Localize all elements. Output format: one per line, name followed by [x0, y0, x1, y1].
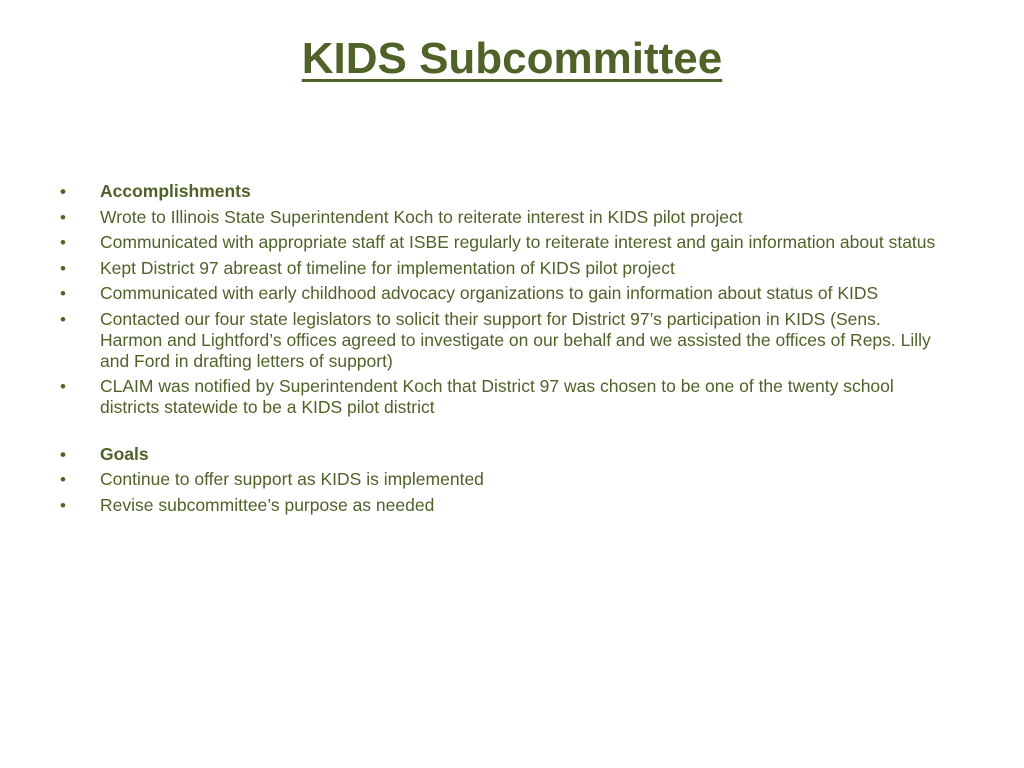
accomplishment-item: • Kept District 97 abreast of timeline for implementation of KIDS pilot project — [60, 258, 940, 279]
accomplishments-heading: • Accomplishments — [60, 181, 940, 202]
slide-title-text: KIDS Subcommittee — [301, 34, 723, 83]
accomplishment-item: • Contacted our four state legislators to solicit their support for District 97’s participation in KIDS (Sens. Harmon and Lightford’s offices agreed to investigate on our behalf and we assisted the offices of Reps. Lilly and Ford in drafting letters of support) — [60, 309, 940, 372]
group-spacer — [60, 423, 940, 444]
accomplishment-item: • CLAIM was notified by Superintendent Koch that District 97 was chosen to be one of the twenty school districts statewide to be a KIDS pilot district — [60, 376, 940, 418]
bullet-list — [60, 181, 940, 520]
goal-item: • Revise subcommittee’s purpose as needed — [60, 495, 940, 516]
accomplishment-item: • Wrote to Illinois State Superintendent Koch to reiterate interest in KIDS pilot project — [60, 207, 940, 228]
goal-item: • Continue to offer support as KIDS is implemented — [60, 469, 940, 490]
goals-heading: • Goals — [60, 444, 940, 465]
accomplishment-item: • Communicated with appropriate staff at ISBE regularly to reiterate interest and gain information about status — [60, 232, 940, 253]
accomplishment-item: • Communicated with early childhood advocacy organizations to gain information about status of KIDS — [60, 283, 940, 304]
slide-title — [0, 34, 1024, 84]
